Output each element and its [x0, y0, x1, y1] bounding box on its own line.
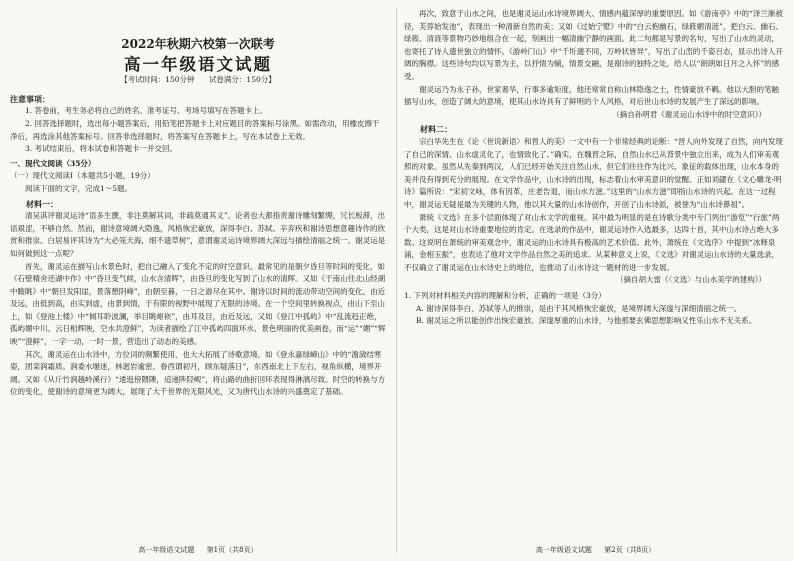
- left-page: [10, 0, 386, 561]
- note-item: 3. 考试结束后，将本试卷和答题卡一并交回。: [25, 144, 178, 154]
- question-option: B. 谢灵运之所以能创作出恢宏豪放、深邃厚重的山水诗，与他那要玄佛思想影响又性乐山水不无关系。: [416, 316, 757, 326]
- right-page: [404, 0, 784, 561]
- page-divider: [396, 8, 397, 553]
- passage-paragraph: 其次，谢灵运在山水诗中，方位词的频繁使用，也大大拓展了诗歌意境。如《登永嘉绿嶂山》中的“澹潋结寒姿，团栾润霜质。涧委水屡迷，林迥岩逾密。眷西谓初月，顾东疑落日”，东西南北上下左右，视角纵横，境界开阔。又如《从斤竹涧越岭溪行》“逶迤傍隈隩，迢递陟陉岘”，将山路的曲折回环表现得淋漓尽致。时空的转换与方位的变化，使谢诗的意境更为阔大，展现了大千世界的无限风光，又为唐代山水诗的兴盛奠定了基础。: [10, 349, 386, 397]
- passage-paragraph: 宗白华先生在《论〈世说新语〉和晋人的美》一文中有一个非常经典的论断：“晋人向外发现了自然，向内发现了自己的深情。山水虚灵化了，也情致化了。”确实，在魏晋之际，自然山水已从背景中独立出来，成为人们审美观照的对象。虽然从先秦到两汉，人们已经开始关注自然山水，但它们往往作为比兴、象征的载体出现，山水本身的美并没有得到充分的展现。在文学作品中，山水诗的出现，标志着山水审美意识的觉醒。正如刘勰在《文心雕龙·明诗》篇所说：“宋初文咏，体有因革，庄老告退，而山水方滋。”这里的“山水方滋”即指山水诗的兴起。在这一过程中，谢灵运无疑是最为关键的人物，他以其大量的山水诗创作，开创了山水诗派，被誉为“山水诗鼻祖”。: [404, 136, 783, 209]
- material-one-title: 材料一：: [26, 198, 58, 209]
- question-option: A. 谢诗深得李白、苏轼等人的推崇，是由于其风格恢宏豪放，是境界阔大深邃与深细清丽之统一。: [416, 303, 742, 313]
- footer-title: 高一年级语文试题: [535, 546, 592, 554]
- note-item: 1. 答卷前，考生务必将自己的姓名、准考证号、考场号填写在答题卡上。: [25, 106, 268, 116]
- subsection-heading: （一）现代文阅读Ⅰ（本题共5小题，19分）: [10, 171, 155, 181]
- question-stem: 1. 下列对材料相关内容的理解和分析，正确的一项是（3分）: [404, 291, 606, 301]
- paper-title: 高一年级语文试题: [124, 54, 272, 74]
- reading-instruction: 阅读下面的文字，完成1～5题。: [25, 183, 133, 193]
- section-heading: 一、现代文阅读（35分）: [10, 158, 96, 168]
- notes-heading: 注意事项：: [10, 93, 50, 104]
- exam-score: 试卷满分：150分】: [208, 75, 276, 85]
- passage-paragraph: 再次，致意于山水之间，也是谢灵运山水诗境界阔大、情感内蕴深厚的重要原因。如《游南亭》中的“泽兰渐被径，芙蓉始发池”，表现出一种清新自然的美；又如《过始宁墅》中的“白云抱幽石，绿筱媚清涟”，把白云、幽石、绿筱、清涟等景物巧妙地组合在一起，刻画出一幅清幽宁静的画面。此二句都是写景的名句，写出了山水的灵动，也寄托了诗人遗世独立的情怀。《游岭门山》中“千圻邈不同，万岭状皆异”，写出了山峦的千姿百态，显示出诗人开阔的胸襟。这些诗句均以写景为主，以抒情为辅，情景交融，是谢诗的独特之处，给人以“朗朗如日月之入怀”的感受。: [404, 9, 783, 81]
- passage-paragraph: 谢灵运乃为永子孙，世家奢华，行事多逾矩度，他还常常自称山林隐逸之士，性情豪放不羁。他以大胆的笔触描写山水，创造了阔大的意境，使其山水诗具有了鲜明的个人风格，对后世山水诗的发展产生了深远的影响。: [404, 84, 779, 107]
- exam-name: 2022年秋期六校第一次联考: [121, 37, 275, 51]
- source-citation: （摘自孙明君《谢灵运山水诗中的时空意识》）: [612, 109, 766, 119]
- right-page-footer: [397, 545, 794, 555]
- source-citation: （摘自胡大雷《〈文选〉与山水美学的建构》）: [616, 275, 766, 285]
- material-two-title: 材料二：: [420, 124, 452, 135]
- footer-page: 第2页（共8页）: [604, 546, 656, 554]
- passage-paragraph: 首先，谢灵运在描写山水景色时，把自己融入了变化不定的时空意识。最常见的是朝夕昏旦等时间的变化，如《石壁精舍还湖中作》中“昏旦变气候，山水含清晖”，由昏旦的变化写到了山水的清晖。又如《于南山往北山经湖中瞻眺》中“朝旦发阳崖，景落憩阴峰”，由朝至暮，一日之游尽在其中。谢诗以时间的流动带动空间的变化，由近及远，由低到高，由实到虚，由景到情，于有限的视野中展现了无限的诗境。在一个空间里转换视点，由山下至山上，如《登池上楼》中“倾耳聆波澜，举目眺岖嵚”，由耳及目，由近及远，又如《登江中孤屿》中“乱流趋正绝，孤屿媚中川。云日相辉映，空水共澄鲜”，为读者描绘了江中孤屿四面环水、景色明丽的优美画卷，而“运”“媚”“辉映”“澄鲜”，一字一动，一时一景，营造出了动态的美感。: [10, 261, 386, 347]
- footer-title: 高一年级语文试题: [138, 546, 195, 554]
- exam-time-info: [10, 74, 386, 87]
- left-page-footer: [0, 545, 396, 555]
- passage-paragraph: 萧统《文选》在多个层面体现了对山水文学的重视。其中最为明显的是在诗歌分类中专门列出“游览”“行旅”两个大类，这是对山水诗重要地位的肯定。在选录的作品中，谢灵运诗作入选最多，达四十首，其中山水诗占绝大多数。这说明在萧统的审美观念中，谢灵运的山水诗具有极高的艺术价值。此外，萧统在《文选序》中提到“冰释泉涌，金相玉振”，也表达了他对文学作品自然之美的追求。从某种意义上说，《文选》对谢灵运山水诗的大量选录，不仅确立了谢灵运在山水诗史上的地位，也推动了山水诗这一题材的进一步发展。: [404, 212, 780, 272]
- exam-time: 【考试时间：150分钟: [120, 75, 195, 85]
- note-item: 2. 回答选择题时，选出每小题答案后，用铅笔把答题卡上对应题目的答案标号涂黑。如需改动，用橡皮擦干净后，再选涂其他答案标号。回答非选择题时，将答案写在答题卡上，写在本试卷上无效。: [10, 118, 380, 141]
- footer-page: 第1页（共8页）: [206, 546, 258, 554]
- passage-paragraph: 清吴淇评谢灵运诗“语多生撰，非注莫解其词，非疏莫通其义”。论者也大都指责谢诗雕刻繁缛，冗长板滞，出语艰涩，不够自然。然而，谢诗意境阔大隐逸，风格恢宏豪放，深得李白、苏轼、辛弃疾和谢诗思想意趣诗作的欣赏和推崇。白居易评其诗为“大必笼天海，细不遗草树”，意谓谢灵运诗境界阔大深远与描绘清丽之统一。谢灵运是如何做到这一点呢？: [10, 211, 386, 258]
